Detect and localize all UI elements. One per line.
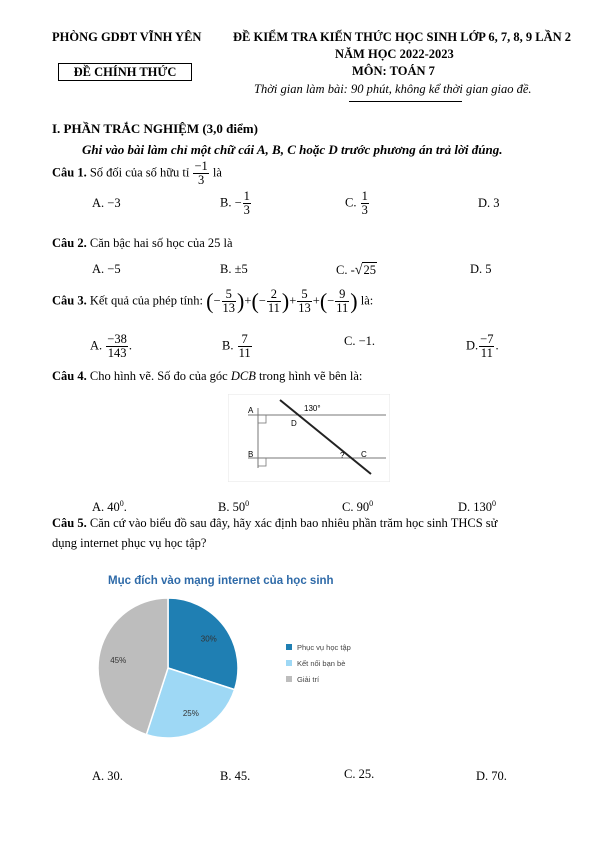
pie-label-0: 30%: [200, 634, 217, 644]
question-4: Câu 4. Cho hình vẽ. Số đo của góc DCB trong hình vẽ bên là:: [52, 369, 363, 383]
label-unknown: ?: [340, 451, 345, 460]
question-1: [52, 160, 222, 187]
q2-option-d: D. 5: [470, 262, 492, 276]
section-title: I. PHẦN TRẮC NGHIỆM (3,0 điểm): [52, 121, 258, 136]
question-2: Câu 2. Căn bậc hai số học của 25 là: [52, 236, 233, 250]
q1-fraction: $\frac{-1}{3}$: [194, 159, 208, 188]
label-a: A: [248, 406, 254, 415]
subject: MÔN: TOÁN 7: [352, 64, 435, 78]
q3-option-b: B. $\frac{7}{11}$: [222, 332, 251, 361]
legend-label-2: Giải trí: [297, 675, 320, 684]
q1-text: Số đối của số hữu tỉ: [89, 165, 190, 180]
q1-option-d: D. 3: [478, 196, 500, 210]
q1-tail: là: [212, 165, 222, 180]
pie-label-2: 45%: [110, 656, 127, 666]
q4-option-d: D. $130^0$: [458, 499, 497, 515]
school-year: NĂM HỌC 2022-2023: [335, 47, 454, 61]
q1-option-c: C. $\frac{1}{3}$: [345, 189, 368, 218]
question-5-line2: dụng internet phục vụ học tập?: [52, 536, 207, 550]
section-instruction: Ghi vào bài làm chỉ một chữ cái A, B, C hoặc D trước phương án trả lời đúng.: [82, 142, 503, 157]
q5-option-b: B. 45.: [220, 769, 251, 783]
q2-option-a: A. −5: [92, 262, 121, 276]
legend-label-1: Kết nối bạn bè: [297, 659, 346, 668]
header-underline: [349, 101, 462, 102]
q5-option-a: A. 30.: [92, 769, 123, 783]
label-b: B: [248, 450, 254, 459]
legend-swatch-2: [286, 676, 292, 682]
exam-title: ĐỀ KIỂM TRA KIẾN THỨC HỌC SINH LỚP 6, 7, 8, 9 LẦN 2: [233, 30, 572, 44]
q4-option-b: B. $50^0$: [218, 499, 250, 515]
q1-option-b: B. − $\frac{1}{3}$: [220, 189, 250, 218]
q2-option-c: C. -√25: [336, 263, 376, 278]
label-d: D: [291, 419, 297, 428]
office-name: PHÒNG GDĐT VĨNH YÊN: [52, 30, 202, 44]
q3-option-a: A. $\frac{-38}{143}$ .: [90, 332, 132, 361]
time-limit: Thời gian làm bài: 90 phút, không kể thời gian giao đề.: [254, 82, 532, 96]
pie-label-1: 25%: [182, 708, 199, 718]
q4-option-a: A. $40^0$.: [92, 499, 127, 515]
chart-title: Mục đích vào mạng internet của học sinh: [108, 575, 334, 587]
geometry-figure: [228, 394, 390, 482]
legend-swatch-1: [286, 660, 292, 666]
question-3: Câu 3. Kết quả của phép tính: (− $\frac{5}{13}$ )+(− $\frac{2}{11}$ )+ $\frac{5}{13}$ +(− $\frac{9}{11}$ ) là:: [52, 287, 374, 316]
legend-label-0: Phục vụ học tập: [297, 643, 351, 652]
label-130: 130°: [304, 404, 321, 413]
q1-label: Câu 1.: [52, 165, 87, 180]
official-box: ĐỀ CHÍNH THỨC: [58, 63, 192, 81]
q5-option-d: D. 70.: [476, 769, 507, 783]
q2-option-b: B. ±5: [220, 262, 248, 276]
q1-option-a: A. −3: [92, 196, 121, 210]
q4-option-c: C. $90^0$: [342, 499, 374, 515]
pie-chart: [96, 594, 356, 740]
q3-option-c: C. −1.: [344, 334, 376, 348]
legend-swatch-0: [286, 644, 292, 650]
q5-option-c: C. 25.: [344, 767, 375, 781]
label-c: C: [361, 450, 367, 459]
question-5: Câu 5. Căn cứ vào biểu đồ sau đây, hãy xác định bao nhiêu phần trăm học sinh THCS sử: [52, 516, 498, 530]
q3-option-d: D. $\frac{-7}{11}$ .: [466, 332, 499, 361]
